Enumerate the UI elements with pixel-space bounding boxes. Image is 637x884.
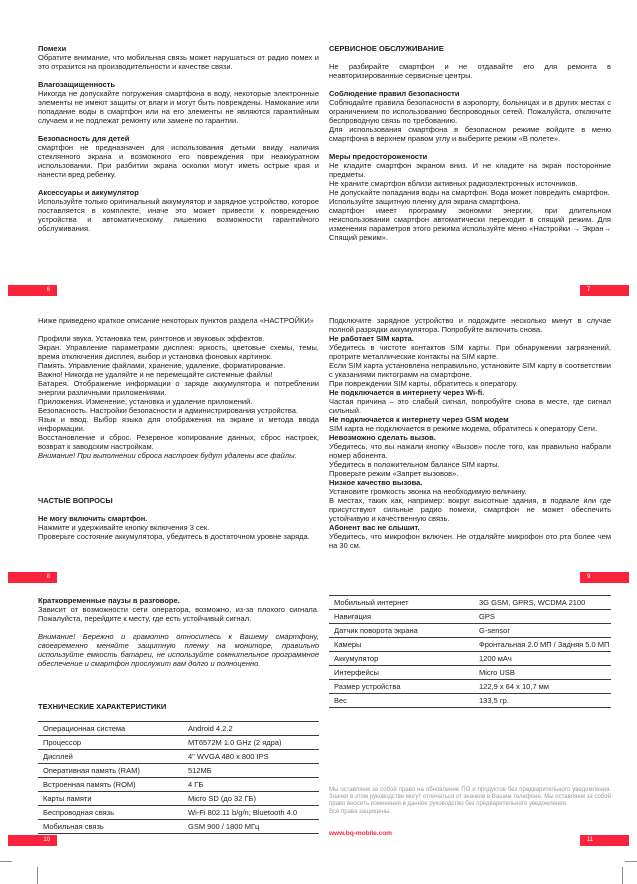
text-paragraph: Никогда не допускайте погружения смартфона в воду, некоторые электронные элементы не имеют защиты от влаги и могут быть повреждены. Намокание или попадание воды в смартфон или на его элементы не являются гарантийным случаем и не подлежат ремонту или замене по гарантии. <box>38 89 319 125</box>
spec-value: G-sensor <box>474 624 611 638</box>
faq-question-line: Кратковременные паузы в разговоре. <box>38 596 180 605</box>
spec-row <box>329 666 611 680</box>
spec-label: Навигация <box>329 610 474 624</box>
text-paragraph: Частая причина – это слабый сигнал, попробуйте снова в месте, где сигнал сильный. <box>329 397 611 415</box>
spec-label: Встроенная память (ROM) <box>38 778 183 792</box>
website-link[interactable]: www.bq-mobile.com <box>329 830 392 837</box>
crop-mark <box>622 867 623 884</box>
spec-value: 1200 мАч <box>474 652 611 666</box>
faq-question-line: Не работает SIM карта. <box>329 334 414 343</box>
warning-italic-paragraph: Внимание! При выполнении сброса настроек будут удалены все файлы. <box>38 451 297 460</box>
specs-table-left <box>38 721 319 834</box>
text-paragraph: SIM карта не подключается в режиме модема, обратитесь к оператору Сети. <box>329 424 598 433</box>
text-paragraph: Если SIM карта установлена неправильно, установите SIM карту в соответствии с указаниями пиктограмм на смартфоне. <box>329 361 611 379</box>
legal-paragraph: Мы оставляем за собой право на обновление ПО и продуктов без предварительного уведомления. Значки в этом руководстве могут отличаться от значков в Вашем телефоне. Мы оставляем за собой право вносить изменения в данное руководство без предварительного уведомления. <box>329 787 611 808</box>
spec-value: Micro USB <box>474 666 611 680</box>
sub-heading: Соблюдение правил безопасности <box>329 89 460 98</box>
spec-row <box>329 652 611 666</box>
spec-row <box>329 680 611 694</box>
legal-fine-print <box>329 787 611 816</box>
left-page-safety-section <box>38 44 319 233</box>
spec-row <box>38 806 319 820</box>
spec-row <box>38 792 319 806</box>
tech-specs-title: ТЕХНИЧЕСКИЕ ХАРАКТЕРИСТИКИ <box>38 702 167 711</box>
spec-row <box>38 736 319 750</box>
spacer <box>38 179 319 188</box>
text-paragraph: Обратите внимание, что мобильная связь может нарушаться от радио помех и это отразится на производительности и качестве связи. <box>38 53 319 71</box>
spec-value: 133,5 гр. <box>474 694 611 708</box>
section-title: СЕРВИСНОЕ ОБСЛУЖИВАНИЕ <box>329 44 444 53</box>
sub-heading: Аксессуары и аккумулятор <box>38 188 139 197</box>
faq-question-line: Абонент вас не слышит. <box>329 523 420 532</box>
spec-label: Оперативная память (RAM) <box>38 764 183 778</box>
spacer <box>38 325 319 334</box>
text-paragraph: смартфон имеет программу экономии энергии, при длительном неиспользовании смартфон автоматически переходит в спящий режим. Для изменения параметров этого режима используйте меню «Настройки → Экран→ Спящий режим». <box>329 206 611 242</box>
spec-value: GSM 900 / 1800 МГц <box>183 820 319 834</box>
crop-mark <box>37 867 38 884</box>
text-paragraph: Проверьте режим «Запрет вызовов». <box>329 469 459 478</box>
text-paragraph: В местах, таких как, например: вокруг высотные здания, в подвале или где присутствуют сильные радио помехи, смартфон не может обеспечить устойчивую и качественную связь. <box>329 496 611 523</box>
rights-reserved-line: Все права защищены. <box>329 808 391 815</box>
spec-row <box>329 638 611 652</box>
spec-label: Беспроводная связь <box>38 806 183 820</box>
spec-label: Интерфейсы <box>329 666 474 680</box>
text-paragraph: При повреждении SIM карты, обратитесь к оператору. <box>329 379 518 388</box>
spacer <box>38 71 319 80</box>
text-paragraph: Проверьте состояние аккумулятора, убедитесь в достаточном уровне заряда. <box>38 532 310 541</box>
page-number-badge: 11 <box>580 835 629 846</box>
spec-row <box>38 778 319 792</box>
specs-table-right <box>329 595 611 708</box>
text-paragraph: смартфон не предназначен для использования детьми ввиду наличия стеклянного экрана и возможного его повреждения при неаккуратном использовании. При разбитии экрана осколки могут иметь острые края и нанести вред ребенку. <box>38 143 319 179</box>
text-paragraph: Не кладите смартфон экраном вниз. И не кладите на экран посторонние предметы. <box>329 161 611 179</box>
spec-label: Операционная система <box>38 722 183 736</box>
spec-value: 4 ГБ <box>183 778 319 792</box>
spec-value: Micro SD (до 32 ГБ) <box>183 792 319 806</box>
spec-label: Процессор <box>38 736 183 750</box>
spec-value: 512МБ <box>183 764 319 778</box>
text-paragraph: Батарея. Отображение информации о заряде аккумулятора и потреблении энергии различными приложениями. <box>38 379 319 397</box>
left-page-faq-continued-section <box>38 596 319 668</box>
text-paragraph: Нажмите и удерживайте кнопку включения 3 сек. <box>38 523 210 532</box>
sub-heading: Помехи <box>38 44 67 53</box>
warning-italic-paragraph: Внимание! Бережно и грамотно относитесь к Вашему смартфону, своевременно меняйте защитную пленку на мониторе, правильно используйте емкость батареи, не используйте сомнительное программное обеспечение и смартфон прослужит вам долго и полноценно. <box>38 632 319 668</box>
spec-label: Аккумулятор <box>329 652 474 666</box>
text-paragraph: Экран. Управление параметрами дисплея: яркость, цветовые схемы, темы, время отключения дисплея, выбор и установка фоновых картинок. <box>38 343 319 361</box>
text-paragraph: Убедитесь в чистоте контактов SIM карты. При обнаружении загрязнений, протрите металлические контакты на SIM карте. <box>329 343 611 361</box>
spacer <box>38 505 319 514</box>
spec-value: Android 4.2.2 <box>183 722 319 736</box>
spec-label: Дисплей <box>38 750 183 764</box>
sub-heading: Безопасность для детей <box>38 134 130 143</box>
spacer <box>38 460 319 496</box>
spacer <box>329 80 611 89</box>
text-paragraph: Профили звука. Установка тем, рингтонов и звуковых эффектов. <box>38 334 265 343</box>
spec-row <box>329 610 611 624</box>
text-paragraph: Используйте защитную пленку для экрана смартфона. <box>329 197 521 206</box>
text-paragraph: Подключите зарядное устройство и подождите несколько минут в случае полной разрядки аккумулятора. Попробуйте включить снова. <box>329 316 611 334</box>
text-paragraph: Убедитесь в положительном балансе SIM карты. <box>329 460 500 469</box>
text-paragraph: Используйте только оригинальный аккумулятор и зарядное устройство, которое поставляется в комплекте, иначе это может привести к повреждению устройства и автоматическому лишению возможности гарантийного обслуживания. <box>38 197 319 233</box>
spec-row <box>38 820 319 834</box>
text-paragraph: Восстановление и сброс. Резервное копирование данных, сброс настроек, возврат к заводским настройкам. <box>38 433 319 451</box>
spec-row <box>329 694 611 708</box>
spec-value: MT6572M 1.0 GHz (2 ядра) <box>183 736 319 750</box>
page-number-badge: 7 <box>580 285 629 296</box>
spec-value: Wi-Fi 802.11 b/g/n; Bluetooth 4.0 <box>183 806 319 820</box>
text-paragraph: Убедитесь, что вы нажали кнопку «Вызов» после того, как правильно набрали номер абонента. <box>329 442 611 460</box>
spec-label: Датчик поворота экрана <box>329 624 474 638</box>
spec-value: 122,9 x 64 x 10,7 мм <box>474 680 611 694</box>
text-paragraph: Не допускайте попадания воды на смартфон. Вода может повредить смартфон. <box>329 188 610 197</box>
faq-question-line: Низкое качество вызова. <box>329 478 423 487</box>
right-page-service-section <box>329 44 611 242</box>
spec-value: 3G GSM, GPRS, WCDMA 2100 <box>474 596 611 610</box>
text-paragraph: Память. Управление файлами, хранение, удаление, форматирование. <box>38 361 286 370</box>
spec-row <box>329 624 611 638</box>
spec-label: Камеры <box>329 638 474 652</box>
text-paragraph: Приложения. Изменение, установка и удаление приложений. <box>38 397 253 406</box>
text-paragraph: Убедитесь, что микрофон включен. Не отдаляйте микрофон ото рта более чем на 30 см. <box>329 532 611 550</box>
text-paragraph: Не храните смартфон вблизи активных радиоэлектронных источников. <box>329 179 578 188</box>
spacer <box>38 125 319 134</box>
spec-label: Вес <box>329 694 474 708</box>
spacer <box>329 53 611 62</box>
text-paragraph: Важно! Никогда не удаляйте и не перемещайте системные файлы! <box>38 370 273 379</box>
text-paragraph: Установите громкость звонка на необходимую величину. <box>329 487 527 496</box>
left-page-settings-faq-section <box>38 316 319 541</box>
spec-value: Фронтальная 2.0 МП / Задняя 5.0 МП <box>474 638 611 652</box>
spec-row <box>38 764 319 778</box>
page-number-badge: 9 <box>580 572 629 583</box>
spacer <box>38 623 319 632</box>
faq-question-line: Не подключается в интернету через Wi-fi. <box>329 388 485 397</box>
faq-question-line: Невозможно сделать вызов. <box>329 433 436 442</box>
text-paragraph: Зависит от возможности сети оператора, возможно, из-за плохого сигнала. Пожалуйста, перейдите к месту, где есть устойчивый сигнал. <box>38 605 319 623</box>
spec-label: Карты памяти <box>38 792 183 806</box>
sub-heading: Меры предосторожености <box>329 152 428 161</box>
right-page-faq-section <box>329 316 611 550</box>
text-paragraph: Ниже приведено краткое описание некоторых пунктов раздела «НАСТРОЙКИ» <box>38 316 314 325</box>
spec-row <box>38 722 319 736</box>
spec-label: Размер устройства <box>329 680 474 694</box>
crop-mark <box>0 861 12 862</box>
spec-label: Мобильная связь <box>38 820 183 834</box>
crop-mark <box>625 861 637 862</box>
sub-heading: Влагозащищенность <box>38 80 116 89</box>
page-number-badge: 6 <box>8 285 57 296</box>
page-number-badge: 10 <box>8 835 57 846</box>
faq-question-line: Не подключается к интернету через GSM модем <box>329 415 509 424</box>
text-paragraph: Для использования смартфона в безопасном режиме войдите в меню смартфона в верхнем правом углу и выберите режим «В полете». <box>329 125 611 143</box>
spec-value: GPS <box>474 610 611 624</box>
text-paragraph: Не разбирайте смартфон и не отдавайте его для ремонта в неавторизированные сервисные центры. <box>329 62 611 80</box>
spec-label: Мобильный интернет <box>329 596 474 610</box>
spacer <box>329 143 611 152</box>
section-title: ЧАСТЫЕ ВОПРОСЫ <box>38 496 113 505</box>
page-number-badge: 8 <box>8 572 57 583</box>
text-paragraph: Соблюдайте правила безопасности в аэропорту, больницах и в других местах с ограничением по использованию беспроводных сетей. Пожалуйста, отключите беспроводную связь по требованию. <box>329 98 611 125</box>
spec-row <box>329 596 611 610</box>
faq-question-line: Не могу включить смартфон. <box>38 514 148 523</box>
spec-value: 4" WVGA 480 x 800 IPS <box>183 750 319 764</box>
text-paragraph: Язык и ввод. Выбор языка для отображения на экране и метода ввода информации. <box>38 415 319 433</box>
text-paragraph: Безопасность. Настройки безопасности и администрирования устройства. <box>38 406 299 415</box>
spec-row <box>38 750 319 764</box>
